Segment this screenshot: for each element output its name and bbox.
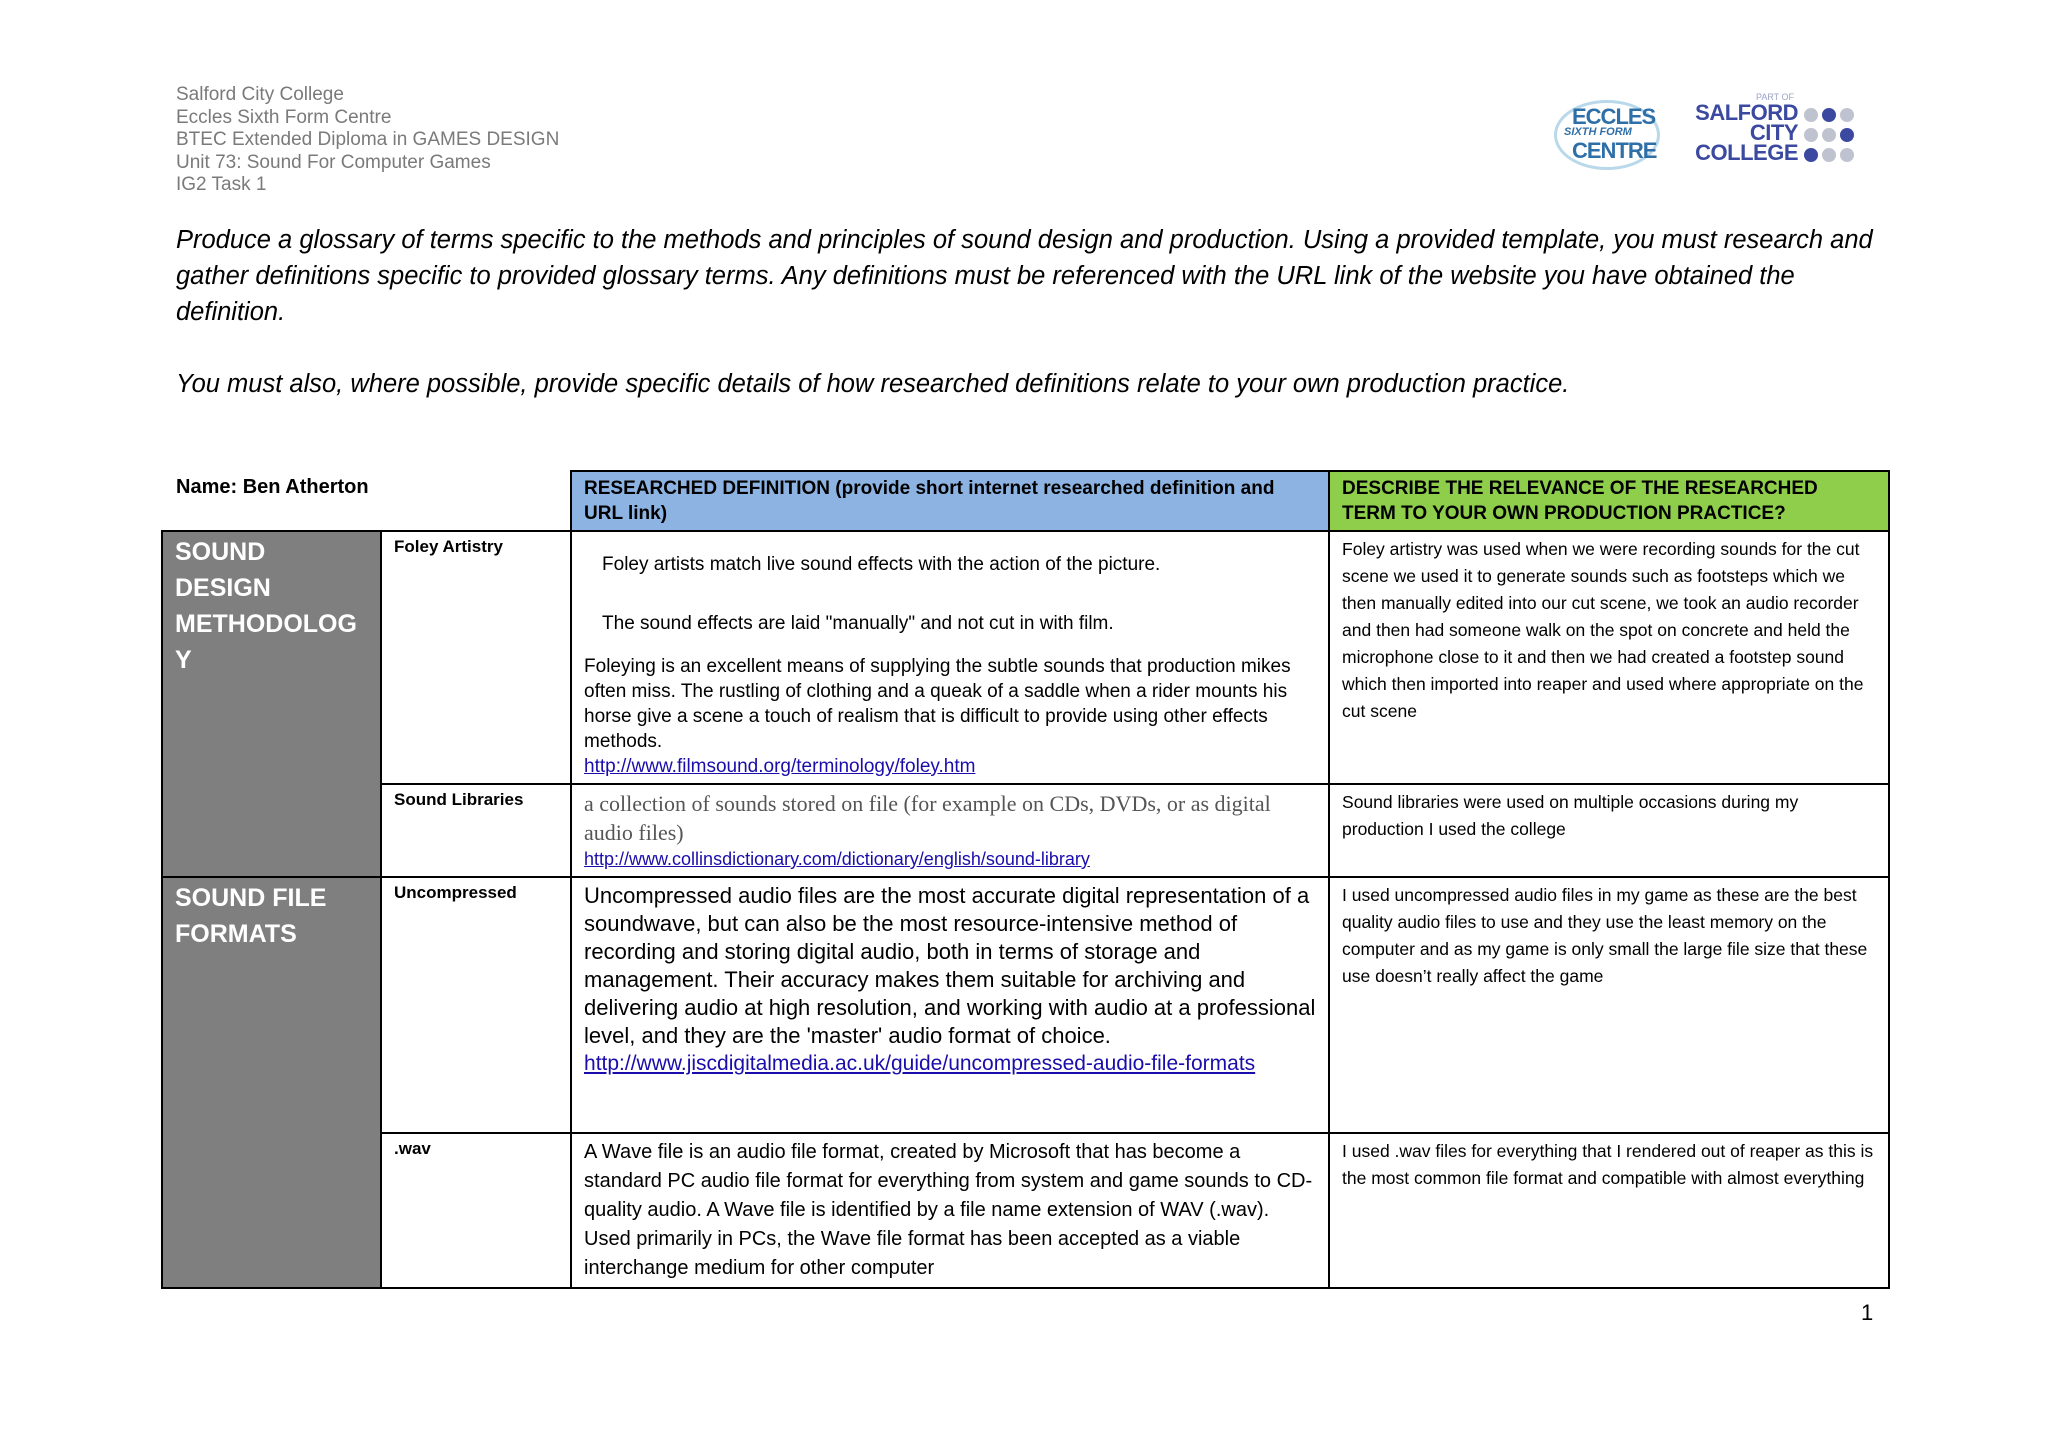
researched-definition-header: RESEARCHED DEFINITION (provide short internet researched definition and URL link)	[571, 471, 1329, 531]
table-row	[162, 877, 1889, 1133]
table-row	[162, 531, 1889, 784]
term-uncompressed: Uncompressed	[381, 877, 571, 1133]
header-course: BTEC Extended Diploma in GAMES DESIGN	[176, 129, 560, 150]
eccles-centre-logo: ECCLES SIXTH FORM CENTRE	[1550, 96, 1670, 166]
table-row	[162, 1133, 1889, 1288]
relevance-wav: I used .wav files for everything that I rendered out of reaper as this is the most common file format and compatible with almost everything	[1329, 1133, 1889, 1288]
page-number: 1	[1861, 1300, 1874, 1325]
term-wav: .wav	[381, 1133, 571, 1288]
jisc-url-link[interactable]: http://www.jiscdigitalmedia.ac.uk/guide/uncompressed-audio-file-formats	[584, 1052, 1256, 1075]
glossary-table	[161, 470, 1890, 1289]
salford-city-college-logo: PART OF SALFORD CITY COLLEGE	[1704, 96, 1874, 168]
table-row	[162, 784, 1889, 877]
section-sound-design-methodology: SOUND DESIGN METHODOLOG Y	[162, 531, 381, 877]
definition-foley-artistry: Foley artists match live sound effects with the action of the picture. The sound effects are laid "manually" and not cut in with film. Foleying is an excellent means of supplying the subtle sounds that production mikes often miss. The rustling of clothing and a queak of a saddle when a rider mounts his horse give a scene a touch of realism that is difficult to provide using other effects methods. http://www.filmsound.org/terminology/foley.htm	[571, 531, 1329, 784]
foley-url-link[interactable]: http://www.filmsound.org/terminology/foley.htm	[584, 756, 976, 777]
relevance-foley-artistry: Foley artistry was used when we were recording sounds for the cut scene we used it to generate sounds such as footsteps which we then manually edited into our cut scene, we took an audio recorder and then had someone walk on the spot on concrete and held the microphone close to it and then we had created a footstep sound which then imported into reaper and used where appropriate on the cut scene	[1329, 531, 1889, 784]
sound-library-url-link[interactable]: http://www.collinsdictionary.com/dictionary/english/sound-library	[584, 849, 1090, 869]
student-name: Name: Ben Atherton	[176, 476, 369, 498]
definition-uncompressed: Uncompressed audio files are the most accurate digital representation of a soundwave, but can also be the most resource-intensive method of recording and storing digital audio, both in terms of storage and management. Their accuracy makes them suitable for archiving and delivering audio at high resolution, and working with audio at a professional level, and they are the 'master' audio format of choice. http://www.jiscdigitalmedia.ac.uk/guide/uncompressed-audio-file-formats	[571, 877, 1329, 1133]
definition-sound-libraries: a collection of sounds stored on file (for example on CDs, DVDs, or as digital audio files) http://www.collinsdictionary.com/dictionary/english/sound-library	[571, 784, 1329, 877]
header-unit: Unit 73: Sound For Computer Games	[176, 151, 491, 173]
header-task: IG2 Task 1	[176, 174, 267, 195]
header-college: Salford City College	[176, 84, 344, 105]
table-header-row	[162, 471, 1889, 531]
term-sound-libraries: Sound Libraries	[381, 784, 571, 877]
instruction-paragraph-2: You must also, where possible, provide specific details of how researched definitions relate to your own production practice.	[176, 370, 1570, 398]
definition-wav: A Wave file is an audio file format, created by Microsoft that has become a standard PC audio file format for everything from system and game sounds to CD-quality audio. A Wave file is identified by a file name extension of WAV (.wav). Used primarily in PCs, the Wave file format has been accepted as a viable interchange medium for other computer	[571, 1133, 1329, 1288]
relevance-header: DESCRIBE THE RELEVANCE OF THE RESEARCHED TERM TO YOUR OWN PRODUCTION PRACTICE?	[1329, 471, 1889, 531]
logo-area	[1550, 90, 1870, 170]
document-header	[176, 84, 559, 197]
relevance-sound-libraries: Sound libraries were used on multiple occasions during my production I used the college	[1329, 784, 1889, 877]
task-instructions	[176, 222, 1876, 402]
section-sound-file-formats: SOUND FILE FORMATS	[162, 877, 381, 1288]
header-centre: Eccles Sixth Form Centre	[176, 106, 392, 128]
term-foley-artistry: Foley Artistry	[381, 531, 571, 784]
relevance-uncompressed: I used uncompressed audio files in my game as these are the best quality audio files to use and they use the least memory on the computer and as my game is only small the large file size that these use doesn’t really affect the game	[1329, 877, 1889, 1133]
instruction-paragraph-1: Produce a glossary of terms specific to the methods and principles of sound design and production. Using a provided template, you must research and gather definitions specific to provided glossary terms. Any definitions must be referenced with the URL link of the website you have obtained the definition.	[176, 226, 1873, 326]
